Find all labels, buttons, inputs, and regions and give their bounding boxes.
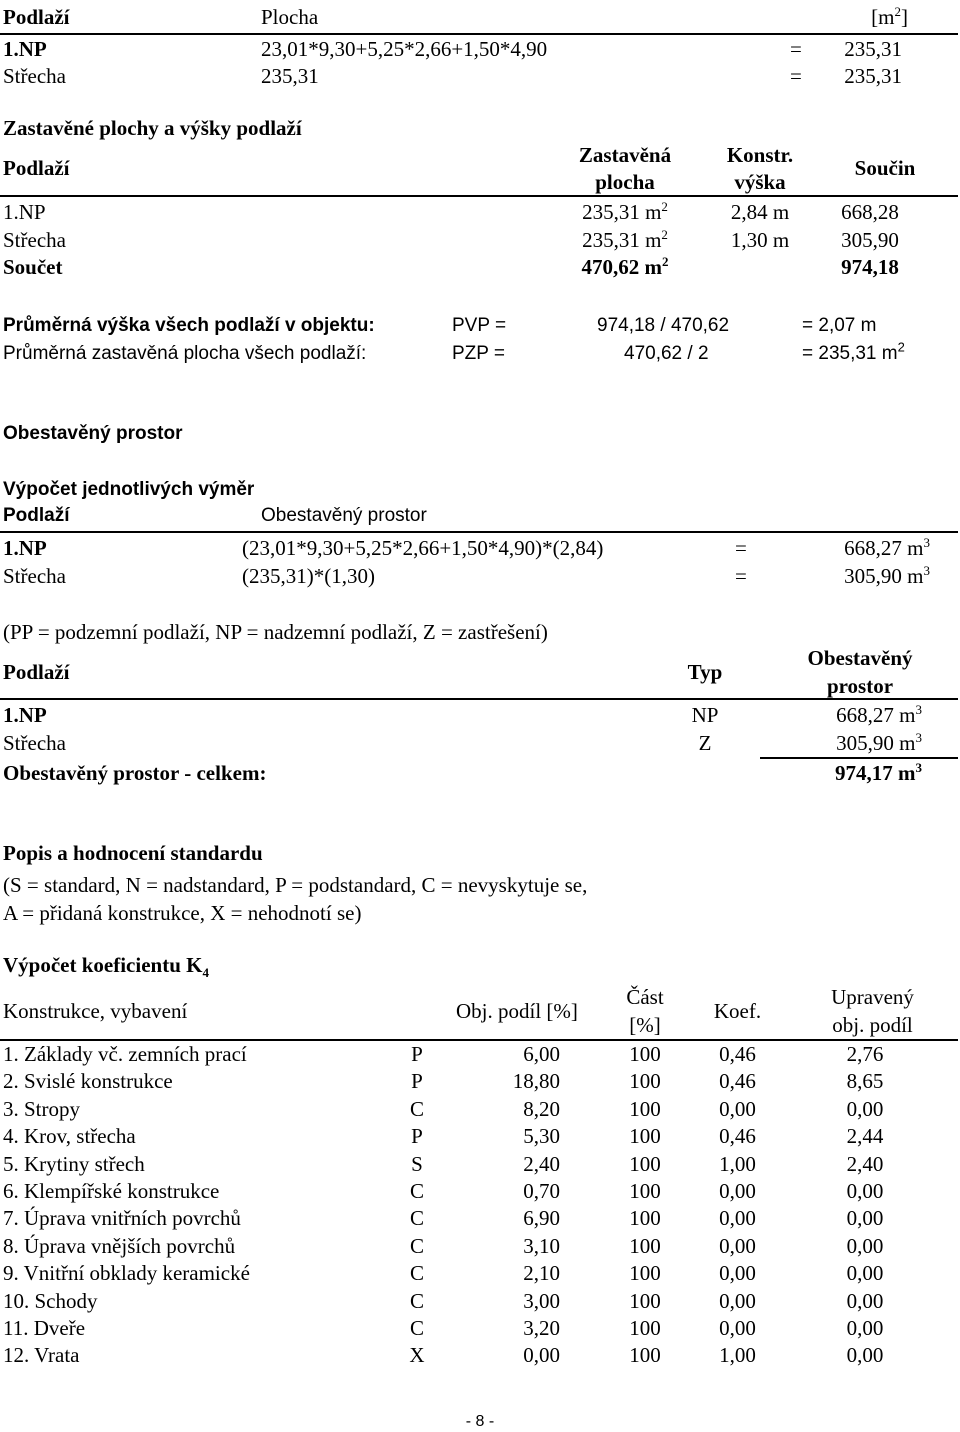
k4-row-name: 3. Stropy: [3, 1096, 81, 1121]
k4-row-name: 11. Dveře: [3, 1316, 86, 1340]
volume-row-formula: (235,31)*(1,30): [242, 564, 375, 588]
k4-row-std: X: [409, 1343, 425, 1368]
k4-row-name: 5. Krytiny střech: [3, 1151, 145, 1176]
summary-row-value: 668,27 $m^3$: [836, 702, 922, 727]
k4-row-upr: 2,40: [846, 1151, 884, 1176]
built-row-soucin: 668,28: [841, 200, 899, 224]
k4-header-koef: Koef.: [713, 999, 762, 1023]
k4-row-koef: 1,00: [719, 1343, 756, 1368]
k4-row-std: C: [409, 1206, 424, 1231]
summary-row-typ: Z: [698, 731, 712, 755]
built-row-name: Střecha: [3, 228, 66, 252]
summary-row-typ: NP: [691, 703, 719, 727]
k4-row-podil: 6,00: [523, 1042, 560, 1066]
k4-row-std: C: [409, 1179, 424, 1203]
k4-row-podil: 6,90: [523, 1206, 560, 1231]
k4-header-podil: Obj. podíl [%]: [456, 999, 578, 1023]
k4-row-upr: 0,00: [846, 1288, 884, 1313]
k4-row-podil: 3,10: [523, 1233, 560, 1258]
k4-header-rule: [0, 1039, 958, 1041]
summary-row-name: 1.NP: [3, 703, 47, 727]
pvp-code: PVP =: [452, 315, 507, 336]
area-header-rule: [0, 33, 958, 35]
k4-row-cast: 100: [629, 1042, 661, 1066]
summary-header-podlazi: Podlaží: [3, 660, 70, 684]
k4-row-name: 6. Klempířské konstrukce: [3, 1179, 220, 1203]
k4-row-koef: 0,46: [719, 1042, 756, 1066]
k4-row-podil: 5,30: [523, 1124, 560, 1149]
k4-row-std: S: [411, 1151, 423, 1176]
k4-row-podil: 18,80: [512, 1069, 560, 1094]
standard-line-2: A = přidaná konstrukce, X = nehodnotí se): [3, 901, 362, 925]
area-row-eq: =: [790, 37, 802, 61]
volume-row-eq: =: [735, 536, 747, 560]
area-row-eq: =: [790, 64, 802, 88]
k4-row-cast: 100: [629, 1151, 661, 1176]
k4-row-name: 8. Úprava vnějších povrchů: [3, 1233, 236, 1258]
k4-header-upr-1: Upravený: [831, 985, 914, 1009]
area-header-podlazi: Podlaží: [3, 5, 70, 29]
k4-row-name: 7. Úprava vnitřních povrchů: [3, 1206, 241, 1231]
area-row-name: 1.NP: [3, 37, 47, 61]
k4-header-cast-1: Část: [626, 985, 664, 1009]
built-header-vyska-2: výška: [734, 170, 786, 194]
k4-row-upr: 8,65: [846, 1069, 884, 1094]
k4-row-name: 12. Vrata: [3, 1343, 80, 1368]
k4-row-podil: 2,40: [523, 1151, 560, 1176]
k4-row-std: C: [409, 1316, 424, 1340]
k4-row-std: C: [409, 1288, 424, 1313]
pzp-result: = 235,31 $m^2$: [802, 339, 905, 364]
built-total-soucin: 974,18: [841, 255, 899, 279]
k4-row-koef: 0,00: [719, 1288, 756, 1313]
k4-row-std: C: [409, 1233, 424, 1258]
pvp-result: = 2,07 m: [802, 315, 877, 336]
built-header-soucin: Součin: [854, 156, 916, 180]
k4-row-podil: 3,20: [523, 1316, 560, 1340]
page-number: - 8 -: [465, 1413, 495, 1430]
k4-row-podil: 2,10: [523, 1261, 560, 1286]
volume-row-value: 305,90 $m^3$: [844, 563, 930, 588]
area-row-name: Střecha: [3, 64, 66, 88]
built-title: Zastavěné plochy a výšky podlaží: [3, 116, 302, 140]
k4-row-koef: 1,00: [719, 1151, 756, 1176]
k4-row-podil: 8,20: [523, 1096, 560, 1121]
volume-row-value: 668,27 $m^3$: [844, 535, 930, 560]
k4-row-koef: 0,46: [719, 1069, 756, 1094]
built-row-name: 1.NP: [3, 200, 46, 224]
k4-row-cast: 100: [629, 1124, 661, 1149]
built-header-plocha-1: Zastavěná: [578, 143, 672, 167]
k4-row-cast: 100: [629, 1179, 661, 1203]
k4-row-upr: 0,00: [846, 1096, 884, 1121]
area-row-formula: 235,31: [261, 64, 319, 88]
k4-row-koef: 0,00: [719, 1316, 756, 1340]
k4-row-upr: 2,44: [846, 1124, 884, 1149]
built-total-plocha: 470,62 $m^2$: [581, 254, 669, 279]
k4-row-upr: 0,00: [846, 1179, 884, 1203]
pvp-calc: 974,18 / 470,62: [597, 315, 730, 336]
built-row-plocha: 235,31 $m^2$: [582, 227, 668, 252]
k4-row-upr: 0,00: [846, 1261, 884, 1286]
k4-row-koef: 0,00: [719, 1206, 756, 1231]
volume-calc-title: Výpočet jednotlivých výměr: [3, 479, 255, 500]
built-header-vyska-1: Konstr.: [726, 143, 794, 167]
k4-row-std: C: [409, 1096, 424, 1121]
built-header-rule: [0, 195, 958, 197]
summary-total-rule: [760, 757, 958, 759]
summary-header-typ: Typ: [687, 660, 723, 684]
volume-row-name: Střecha: [3, 564, 66, 588]
k4-row-upr: 0,00: [846, 1316, 884, 1340]
built-row-vyska: 2,84 m: [730, 200, 790, 224]
k4-row-podil: 0,70: [523, 1179, 560, 1203]
k4-row-cast: 100: [629, 1316, 661, 1340]
built-header-podlazi: Podlaží: [3, 156, 70, 180]
volume-legend: (PP = podzemní podlaží, NP = nadzemní podlaží, Z = zastřešení): [3, 620, 548, 644]
k4-row-cast: 100: [629, 1069, 661, 1094]
k4-row-podil: 0,00: [523, 1343, 560, 1368]
volume-title: Obestavěný prostor: [3, 423, 183, 444]
area-header-plocha: Plocha: [261, 5, 319, 29]
k4-row-upr: 2,76: [846, 1042, 884, 1066]
k4-row-cast: 100: [629, 1261, 661, 1286]
summary-total-value: 974,17 $m^3$: [835, 760, 922, 785]
volume-header-rule: [0, 531, 958, 533]
k4-row-koef: 0,00: [719, 1096, 756, 1121]
k4-row-cast: 100: [629, 1206, 661, 1231]
k4-row-std: C: [409, 1261, 424, 1286]
k4-header-konstrukce: Konstrukce, vybavení: [3, 999, 188, 1023]
area-header-unit: $[m^2]$: [871, 4, 908, 29]
k4-title: Výpočet koeficientu $K_4$: [3, 953, 209, 981]
k4-header-upr-2: obj. podíl: [832, 1013, 913, 1037]
area-row-value: 235,31: [844, 37, 902, 61]
built-row-vyska: 1,30 m: [730, 228, 790, 252]
k4-row-name: 10. Schody: [3, 1288, 98, 1313]
built-header-plocha-2: plocha: [595, 170, 655, 194]
area-row-formula: 23,01*9,30+5,25*2,66+1,50*4,90: [261, 37, 548, 61]
k4-row-podil: 3,00: [523, 1288, 560, 1313]
k4-row-name: 4. Krov, střecha: [3, 1124, 136, 1149]
volume-row-formula: (23,01*9,30+5,25*2,66+1,50*4,90)*(2,84): [242, 536, 604, 560]
k4-row-koef: 0,00: [719, 1179, 756, 1203]
pzp-calc: 470,62 / 2: [624, 343, 709, 364]
k4-row-cast: 100: [629, 1233, 661, 1258]
standard-line-1: (S = standard, N = nadstandard, P = podstandard, C = nevyskytuje se,: [3, 873, 588, 897]
built-row-plocha: 235,31 $m^2$: [582, 199, 668, 224]
summary-header-prostor-2: prostor: [826, 674, 894, 698]
standard-title: Popis a hodnocení standardu: [3, 841, 263, 865]
summary-row-name: Střecha: [3, 731, 66, 755]
k4-row-name: 9. Vnitřní obklady keramické: [3, 1261, 250, 1286]
built-total-name: Součet: [3, 255, 63, 279]
k4-row-koef: 0,00: [719, 1233, 756, 1258]
k4-row-cast: 100: [629, 1096, 661, 1121]
k4-row-std: P: [411, 1124, 423, 1149]
k4-row-upr: 0,00: [846, 1343, 884, 1368]
k4-header-cast-2: [%]: [629, 1013, 661, 1037]
pvp-label: Průměrná výška všech podlaží v objektu:: [3, 315, 375, 336]
summary-total-label: Obestavěný prostor - celkem:: [3, 761, 267, 785]
pzp-label: Průměrná zastavěná plocha všech podlaží:: [3, 343, 367, 364]
summary-row-value: 305,90 $m^3$: [836, 730, 922, 755]
k4-row-cast: 100: [629, 1288, 661, 1313]
area-row-value: 235,31: [844, 64, 902, 88]
k4-row-cast: 100: [629, 1343, 661, 1368]
k4-row-name: 2. Svislé konstrukce: [3, 1069, 173, 1094]
volume-row-eq: =: [735, 564, 747, 588]
volume-row-name: 1.NP: [3, 536, 47, 560]
k4-row-upr: 0,00: [846, 1206, 884, 1231]
k4-row-std: P: [411, 1042, 423, 1066]
k4-row-koef: 0,46: [719, 1124, 756, 1149]
k4-row-name: 1. Základy vč. zemních prací: [3, 1042, 247, 1066]
k4-row-koef: 0,00: [719, 1261, 756, 1286]
summary-header-rule: [0, 698, 958, 700]
summary-header-prostor-1: Obestavěný: [807, 646, 913, 670]
k4-row-upr: 0,00: [846, 1233, 884, 1258]
pzp-code: PZP =: [452, 343, 505, 364]
k4-row-std: P: [411, 1069, 423, 1094]
volume-header-prostor: Obestavěný prostor: [261, 505, 427, 526]
volume-header-podlazi: Podlaží: [3, 505, 70, 526]
built-row-soucin: 305,90: [841, 228, 899, 252]
